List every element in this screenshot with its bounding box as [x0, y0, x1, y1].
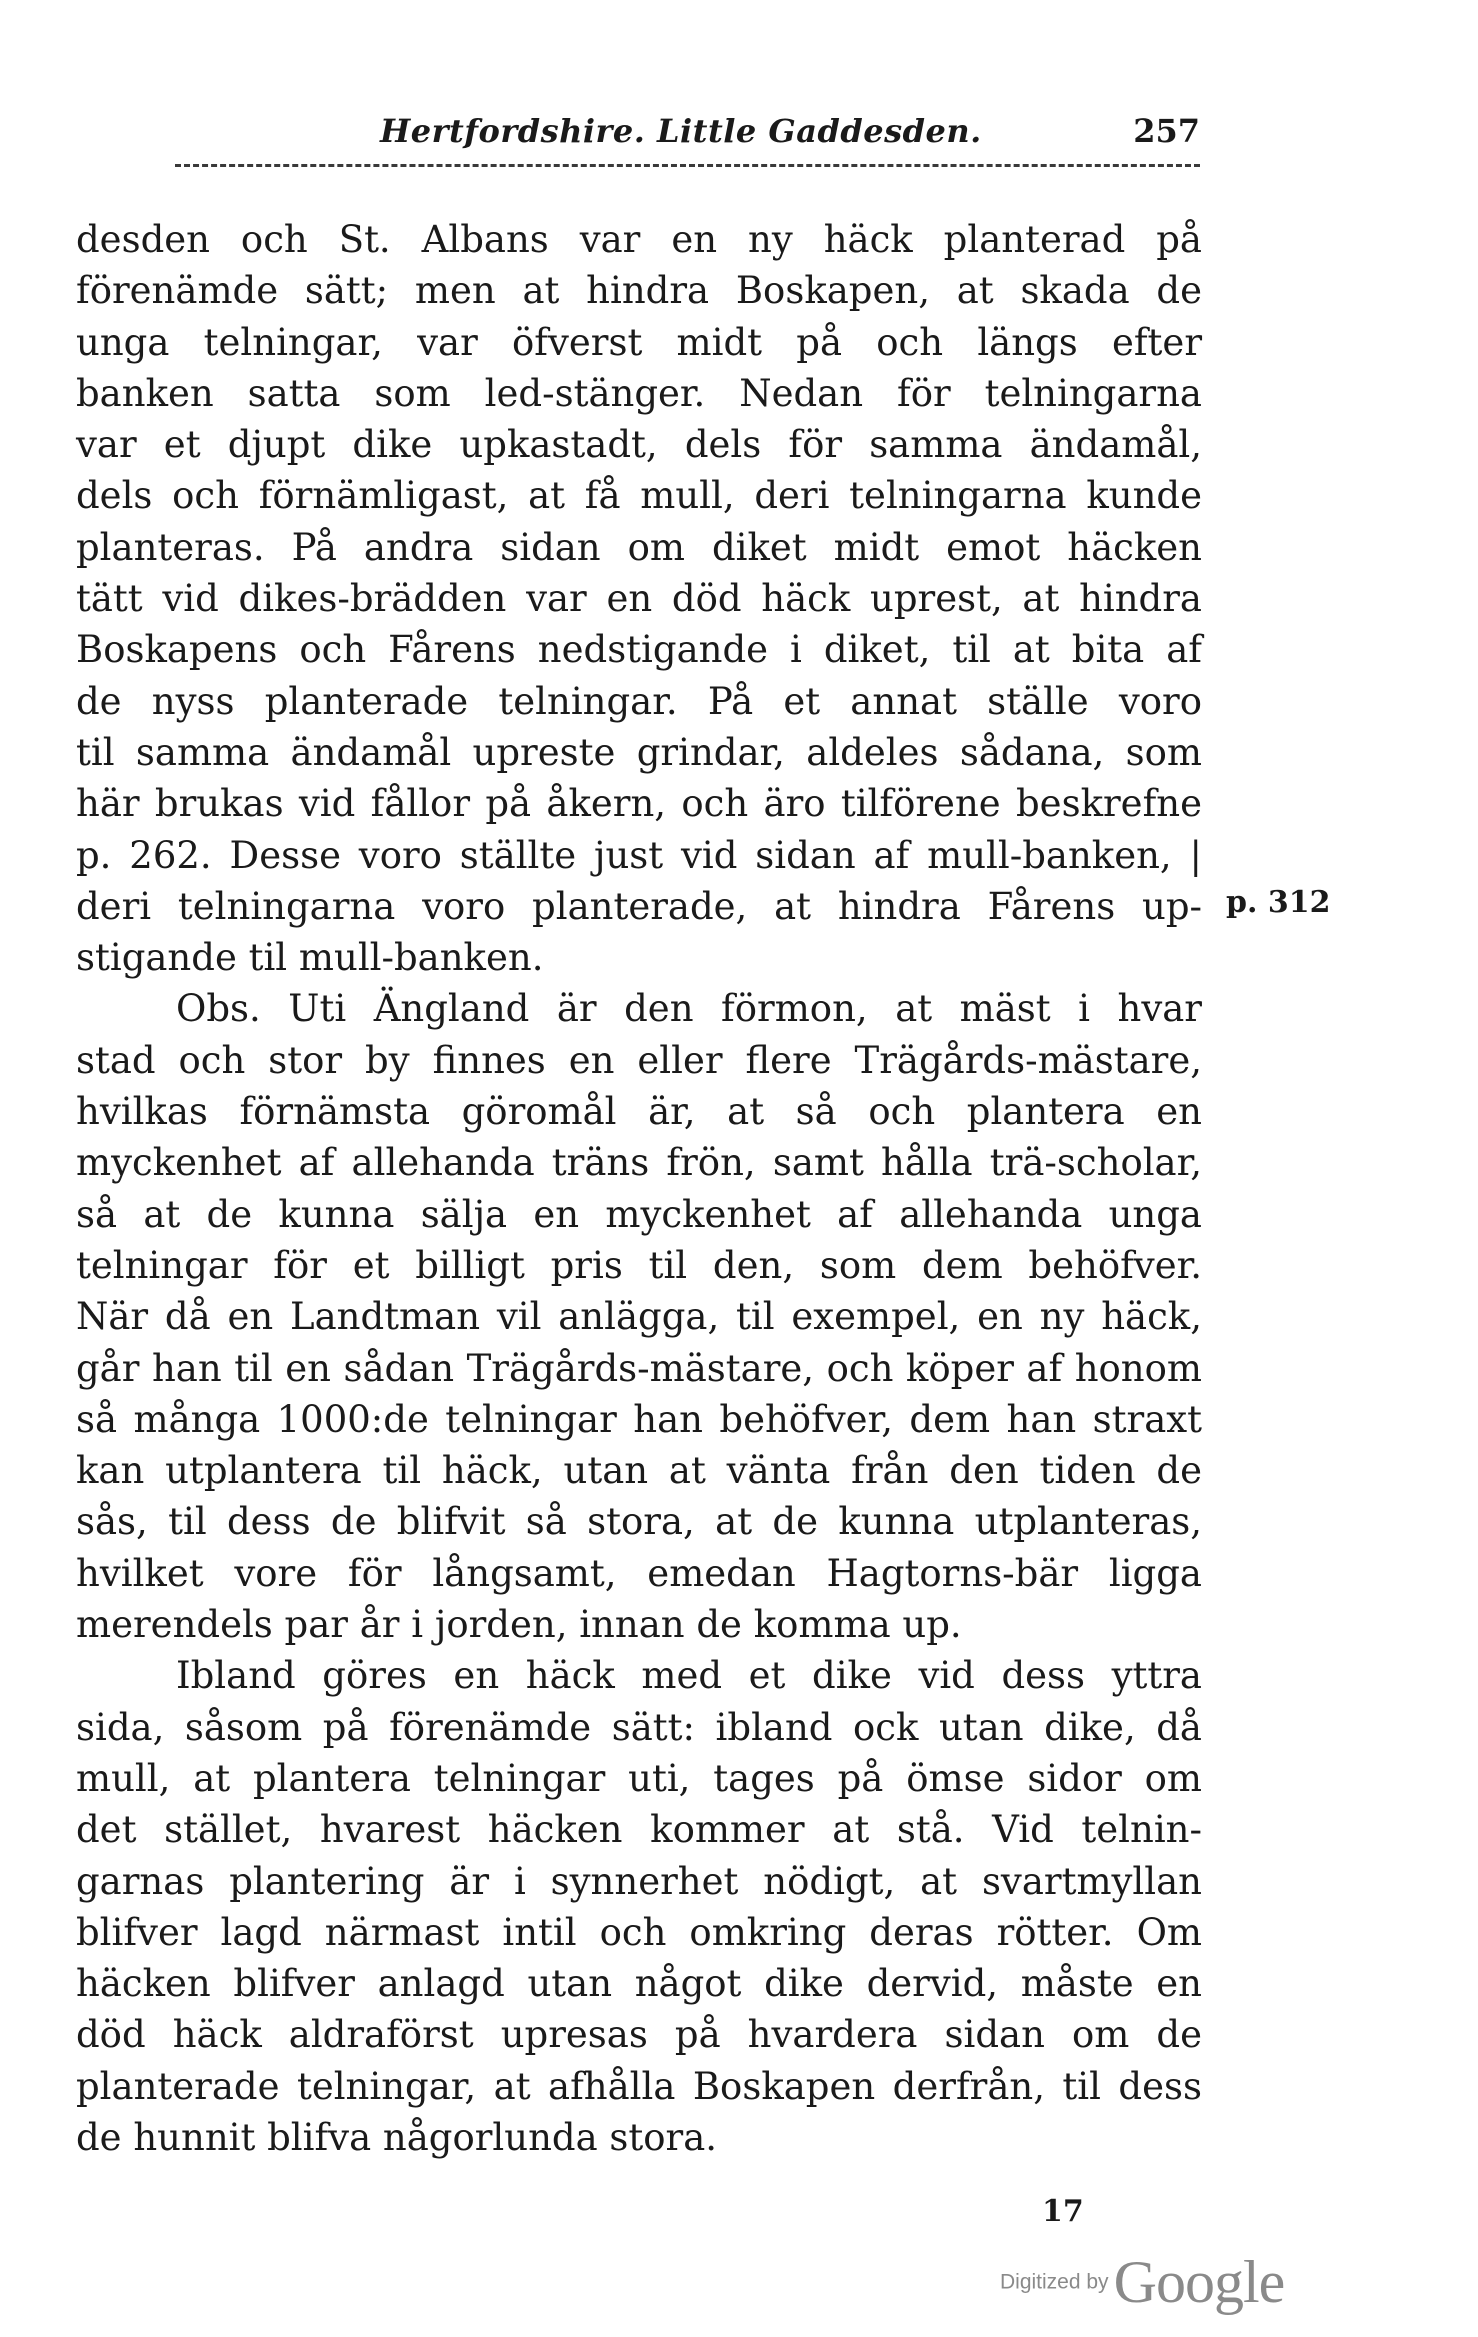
text-line: så många 1000:de telningar han behöfver, dem han straxt	[76, 1397, 1202, 1441]
watermark-prefix: Digitized by	[1000, 2270, 1109, 2294]
text-line: de hunnit blifva någorlunda stora.	[76, 2115, 718, 2159]
text-line: sida, såsom på förenämde sätt: ibland ock utan dike, då	[76, 1705, 1202, 1749]
text-line: var et djupt dike upkastadt, dels för samma ändamål,	[76, 423, 1202, 467]
text-line: planterade telningar, at afhålla Boskapen derfrån, til dess	[76, 2064, 1202, 2108]
text-line: stad och stor by finnes en eller flere Trägårds-mästare,	[76, 1038, 1202, 1082]
text-line: stigande til mull-banken.	[76, 936, 544, 980]
text-line: förenämde sätt; men at hindra Boskapen, at skada de	[76, 269, 1202, 313]
text-line: går han til en sådan Trägårds-mästare, och köper af honom	[76, 1346, 1202, 1390]
text-line: unga telningar, var öfverst midt på och längs efter	[76, 320, 1202, 364]
text-line: dels och förnämligast, at få mull, deri telningarna kunde	[76, 474, 1202, 518]
text-line: blifver lagd närmast intil och omkring deras rötter. Om	[76, 1910, 1202, 1954]
text-line: tätt vid dikes-brädden var en död häck uprest, at hindra	[76, 577, 1202, 621]
running-header	[370, 112, 1200, 152]
body-text	[76, 214, 1202, 2163]
page-number: 257	[1133, 112, 1200, 150]
google-logo: Google	[1113, 2249, 1285, 2315]
text-line: Obs. Uti Ängland är den förmon, at mäst i hvar	[176, 987, 1202, 1031]
text-line: så at de kunna sälja en myckenhet af allehanda unga	[76, 1192, 1202, 1236]
text-line: kan utplantera til häck, utan at vänta från den tiden de	[76, 1449, 1202, 1493]
text-line: sås, til dess de blifvit så stora, at de kunna utplanteras,	[76, 1500, 1202, 1544]
text-line: mull, at plantera telningar uti, tages på ömse sidor om	[76, 1756, 1202, 1800]
text-line: död häck aldraförst upresas på hvardera sidan om de	[76, 2013, 1202, 2057]
text-line: hvilket vore för långsamt, emedan Hagtorns-bär ligga	[76, 1551, 1202, 1595]
text-line: til samma ändamål upreste grindar, aldeles sådana, som	[76, 730, 1202, 774]
text-line: planteras. På andra sidan om diket midt emot häcken	[76, 525, 1202, 569]
header-rule	[175, 164, 1200, 167]
text-line: deri telningarna voro planterade, at hindra Fårens up-	[76, 884, 1202, 928]
digitization-watermark	[1000, 2248, 1284, 2317]
text-line: garnas plantering är i synnerhet nödigt, at svartmyllan	[76, 1859, 1202, 1903]
text-line: telningar för et billigt pris til den, som dem behöfver.	[76, 1243, 1202, 1287]
margin-page-reference: p. 312	[1226, 885, 1331, 920]
text-line: hvilkas förnämsta göromål är, at så och plantera en	[76, 1090, 1202, 1134]
text-line: här brukas vid fållor på åkern, och äro tilförene beskrefne	[76, 782, 1202, 826]
running-title: Hertfordshire. Little Gaddesden.	[380, 112, 982, 150]
text-line: de nyss planterade telningar. På et annat ställe voro	[76, 679, 1202, 723]
signature-mark: 17	[1042, 2194, 1084, 2229]
text-line: p. 262. Desse voro ställte just vid sidan af mull-banken, |	[76, 833, 1202, 877]
text-line: Ibland göres en häck med et dike vid dess yttra	[176, 1654, 1202, 1698]
text-line: häcken blifver anlagd utan något dike dervid, måste en	[76, 1962, 1202, 2006]
text-line: Boskapens och Fårens nedstigande i diket, til at bita af	[76, 628, 1202, 672]
text-line: myckenhet af allehanda träns frön, samt hålla trä-scholar,	[76, 1141, 1202, 1185]
text-line: merendels par år i jorden, innan de komma up.	[76, 1603, 962, 1647]
text-line: banken satta som led-stänger. Nedan för telningarna	[76, 371, 1202, 415]
text-line: När då en Landtman vil anlägga, til exempel, en ny häck,	[76, 1295, 1202, 1339]
text-line: det stället, hvarest häcken kommer at stå. Vid telnin-	[76, 1808, 1202, 1852]
text-line: desden och St. Albans var en ny häck planterad på	[76, 218, 1202, 261]
